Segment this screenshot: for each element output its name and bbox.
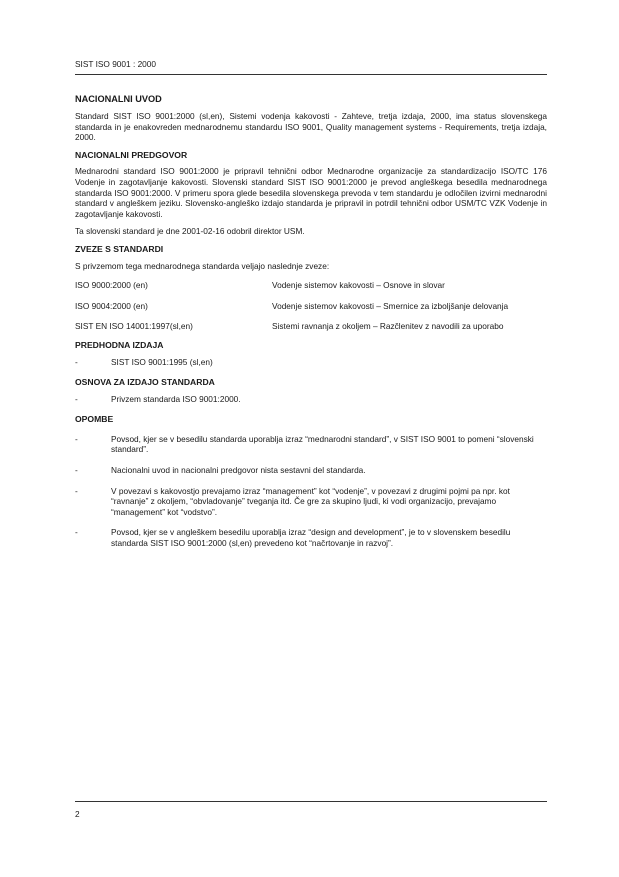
paragraph-zveze-intro: S privzemom tega mednarodnega standarda veljajo naslednje zveze:	[75, 260, 330, 271]
list-dash: -	[75, 465, 78, 476]
standard-code: ISO 9000:2000 (en)	[75, 280, 148, 291]
heading-nacionalni-uvod: NACIONALNI UVOD	[75, 94, 162, 104]
footer-rule	[75, 801, 547, 802]
paragraph-nacionalni-uvod: Standard SIST ISO 9001:2000 (sl,en), Sistemi vodenja kakovosti - Zahteve, tretja izdaja, 2000, ima status slovenskega standarda in je enakovreden mednarodnemu standardu ISO 9001, Quality management systems - Requirements, tretja izdaja, 2000.	[75, 111, 547, 143]
list-dash: -	[75, 433, 78, 444]
heading-zveze: ZVEZE S STANDARDI	[75, 243, 164, 254]
heading-predhodna-izdaja: PREDHODNA IZDAJA	[75, 339, 164, 350]
list-item-text: Povsod, kjer se v besedilu standarda uporablja izraz “mednarodni standard”, v SIST ISO 9001 to pomeni “slovenski standard”.	[111, 433, 534, 455]
heading-opombe: OPOMBE	[75, 414, 114, 425]
heading-osnova: OSNOVA ZA IZDAJO STANDARDA	[75, 377, 215, 388]
standard-title: Vodenje sistemov kakovosti – Smernice za izboljšanje delovanja	[272, 300, 509, 311]
standard-code: ISO 9004:2000 (en)	[75, 300, 148, 311]
list-dash: -	[75, 356, 78, 367]
standard-title: Vodenje sistemov kakovosti – Osnove in slovar	[272, 280, 445, 291]
list-item	[75, 434, 547, 455]
heading-nacionalni-predgovor: NACIONALNI PREDGOVOR	[75, 149, 188, 160]
header-rule	[75, 74, 547, 75]
list-item-text: Privzem standarda ISO 9001:2000.	[111, 393, 241, 404]
paragraph-predgovor-2: Ta slovenski standard je dne 2001-02-16 odobril direktor USM.	[75, 226, 305, 237]
standard-reference-row	[75, 321, 547, 332]
list-item-text: Povsod, kjer se v angleškem besedilu uporablja izraz “design and development”, je to v slovenskem besedilu standarda SIST ISO 9001:2000 (sl,en) prevedeno kot “načrtovanje in razvoj”.	[111, 527, 511, 549]
list-item	[75, 486, 547, 518]
list-item	[75, 394, 547, 405]
list-dash: -	[75, 393, 78, 404]
list-item	[75, 357, 547, 368]
paragraph-predgovor-1: Mednarodni standard ISO 9001:2000 je pripravil tehnični odbor Mednarodne organizacije za standardizacijo ISO/TC 176 Vodenje in zagotavljanje kakovosti. Slovenski standard SIST ISO 9001:2000 je prevod angleškega besedila mednarodnega standarda ISO 9001:2000. V primeru spora glede besedila slovenskega prevoda v tem standardu je odločilen izvirni mednarodni standard v angleškem jeziku. Slovensko-angleško izdajo standarda je pripravil in potrdil tehnični odbor USM/TC VZK Vodenje in zagotavljanje kakovosti.	[75, 166, 547, 219]
list-dash: -	[75, 485, 78, 496]
standard-reference-row	[75, 280, 547, 291]
list-item	[75, 465, 547, 476]
list-item-text: V povezavi s kakovostjo prevajamo izraz “management” kot “vodenje”, v povezavi z drugimi pojmi pa npr. kot “ravnanje” z okoljem, “obvladovanje” tveganja itd. Če gre za skupino ljudi, ki vodi organizacijo, prevajamo “management” kot “vodstvo”.	[111, 485, 510, 517]
list-item-text: SIST ISO 9001:1995 (sl,en)	[111, 356, 213, 367]
standard-reference-row	[75, 301, 547, 312]
standard-code: SIST EN ISO 14001:1997(sl,en)	[75, 321, 193, 332]
page-content	[75, 94, 547, 559]
running-header: SIST ISO 9001 : 2000	[75, 59, 157, 69]
standard-title: Sistemi ravnanja z okoljem – Razčlenitev z navodili za uporabo	[272, 321, 504, 332]
page-number: 2	[75, 809, 80, 819]
list-dash: -	[75, 527, 78, 538]
list-item	[75, 527, 547, 548]
list-item-text: Nacionalni uvod in nacionalni predgovor nista sestavni del standarda.	[111, 465, 366, 476]
